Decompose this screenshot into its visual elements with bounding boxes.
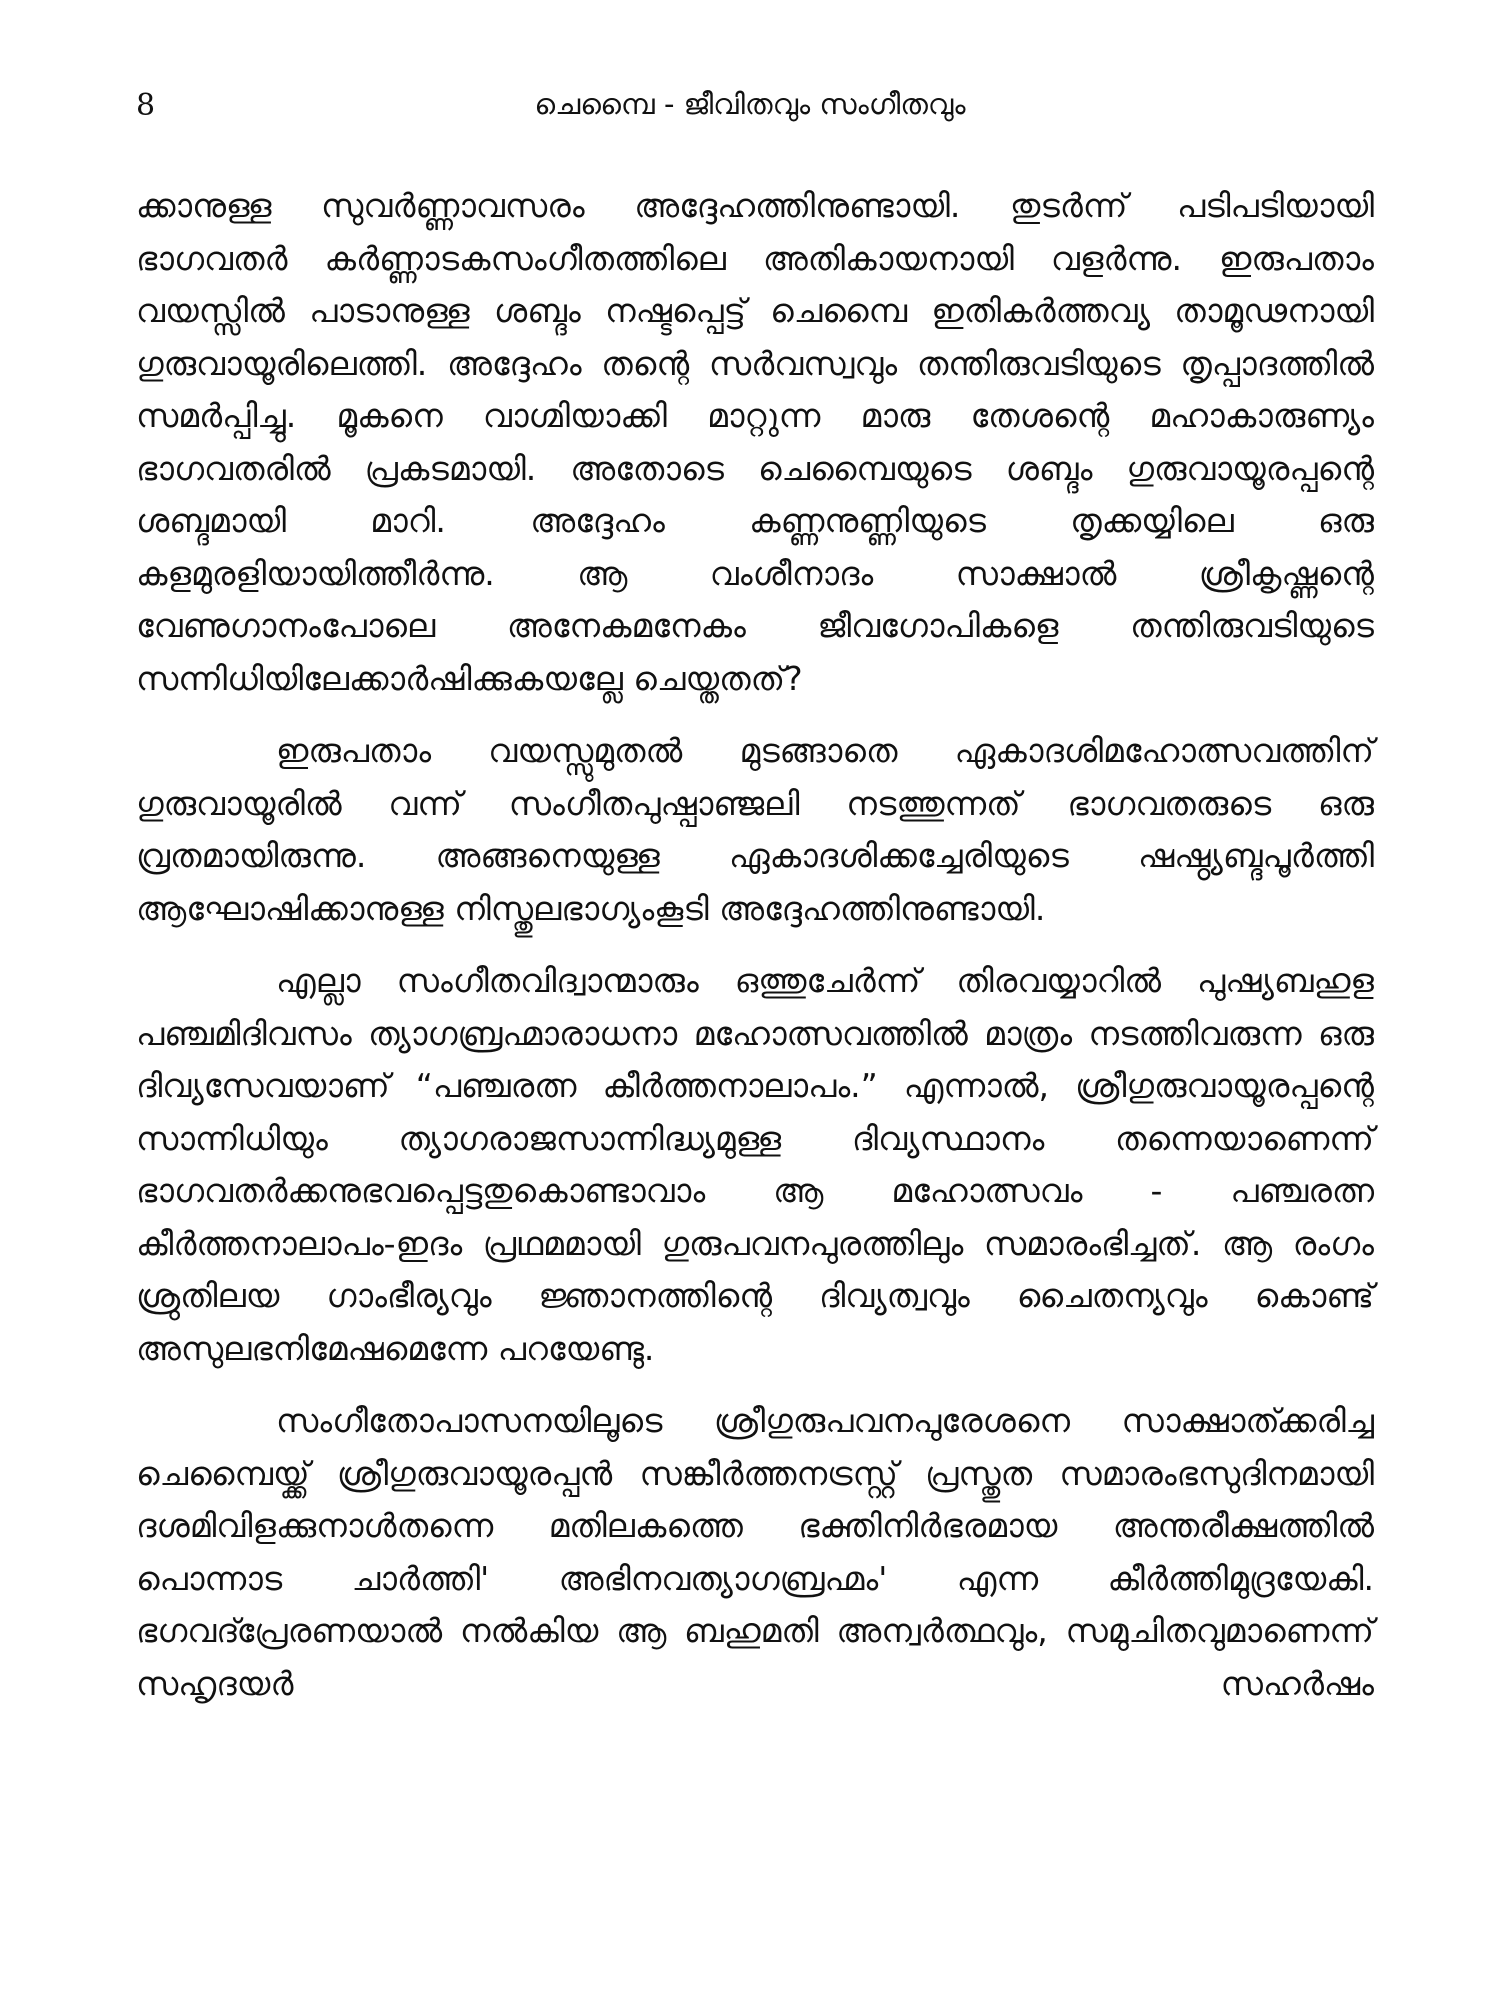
body-text (136, 180, 1374, 1710)
running-head: ചെമ്പൈ - ജീവിതവും സംഗീതവും (534, 87, 966, 121)
paragraph-4: സംഗീതോപാസനയിലൂടെ ശ്രീഗുരുപവനപുരേശനെ സാക്ഷാത്ക്കരിച്ച ചെമ്പൈയ്ക്ക് ശ്രീഗുരുവായൂരപ്പൻ സങ്കീർത്തനട്രസ്റ്റ് പ്രസ്തുത സമാരംഭസുദിനമായി ദശമിവിളക്കുനാൾതന്നെ മതിലകത്തെ ഭക്തിനിർഭരമായ അന്തരീക്ഷത്തിൽ പൊന്നാട ചാർത്തി' അഭിനവത്യാഗബ്രഹ്മം' എന്ന കീർത്തിമുദ്രയേകി. ഭഗവദ്പ്രേരണയാൽ നൽകിയ ആ ബഹുമതി അന്വർത്ഥവും, സമുചിതവുമാണെന്ന് സഹൃദയർ സഹർഷം (136, 1401, 1374, 1703)
paragraph-2: ഇരുപതാം വയസ്സുമുതൽ മുടങ്ങാതെ ഏകാദശിമഹോത്സവത്തിന് ഗുരുവായൂരിൽ വന്ന് സംഗീതപുഷ്പാഞ്ജലി നടത്തുന്നത് ഭാഗവതരുടെ ഒരു വ്രതമായിരുന്നു. അങ്ങനെയുള്ള ഏകാദശിക്കച്ചേരിയുടെ ഷഷ്ഠ്യബ്ദപൂർത്തി ആഘോഷിക്കാനുള്ള നിസ്തുലഭാഗ്യംകൂടി അദ്ദേഹത്തിനുണ്ടായി. (136, 731, 1374, 928)
page-number: 8 (136, 88, 156, 123)
paragraph-3: എല്ലാ സംഗീതവിദ്വാന്മാരും ഒത്തുചേർന്ന് തിരവയ്യാറിൽ പുഷ്യബഹുള പഞ്ചമിദിവസം ത്യാഗബ്രഹ്മാരാധനാ മഹോത്സവത്തിൽ മാത്രം നടത്തിവരുന്ന ഒരു ദിവ്യസേവയാണ് “പഞ്ചരത്ന കീർത്തനാലാപം.” എന്നാൽ, ശ്രീഗുരുവായൂരപ്പന്റെ സാന്നിധിയും ത്യാഗരാജസാന്നിദ്ധ്യമുള്ള ദിവ്യസ്ഥാനം തന്നെയാണെന്ന് ഭാഗവതർക്കനുഭവപ്പെട്ടതുകൊണ്ടാവാം ആ മഹോത്സവം - പഞ്ചരത്ന കീർത്തനാലാപം-ഇദം പ്രഥമമായി ഗുരുപവനപുരത്തിലും സമാരംഭിച്ചത്. ആ രംഗം ശ്രുതിലയ ഗാംഭീര്യവും ജ്ഞാനത്തിന്റെ ദിവ്യത്വവും ചൈതന്യവും കൊണ്ട് അസുലഭനിമേഷമെന്നേ പറയേണ്ടു. (136, 961, 1374, 1368)
paragraph-1: ക്കാനുള്ള സുവർണ്ണാവസരം അദ്ദേഹത്തിനുണ്ടായി. തുടർന്ന് പടിപടിയായി ഭാഗവതർ കർണ്ണാടകസംഗീതത്തിലെ അതികായനായി വളർന്നു. ഇരുപതാം വയസ്സിൽ പാടാനുള്ള ശബ്ദം നഷ്ടപ്പെട്ട് ചെമ്പൈ ഇതികർത്തവ്യ താമൂഢനായി ഗുരുവായൂരിലെത്തി. അദ്ദേഹം തന്റെ സർവസ്വവും തന്തിരുവടിയുടെ തൃപ്പാദത്തിൽ സമർപ്പിച്ചു. മൂകനെ വാഗ്മിയാക്കി മാറ്റുന്ന മാരു തേശന്റെ മഹാകാരുണ്യം ഭാഗവതരിൽ പ്രകടമായി. അതോടെ ചെമ്പൈയുടെ ശബ്ദം ഗുരുവായൂരപ്പന്റെ ശബ്ദമായി മാറി. അദ്ദേഹം കണ്ണനുണ്ണിയുടെ തൃക്കയ്യിലെ ഒരു കളമുരളിയായിത്തീർന്നു. ആ വംശീനാദം സാക്ഷാൽ ശ്രീകൃഷ്ണന്റെ വേണുഗാനംപോലെ അനേകമനേകം ജീവഗോപികളെ തന്തിരുവടിയുടെ സന്നിധിയിലേക്കാർഷിക്കുകയല്ലേ ചെയ്തതത്? (136, 186, 1374, 698)
